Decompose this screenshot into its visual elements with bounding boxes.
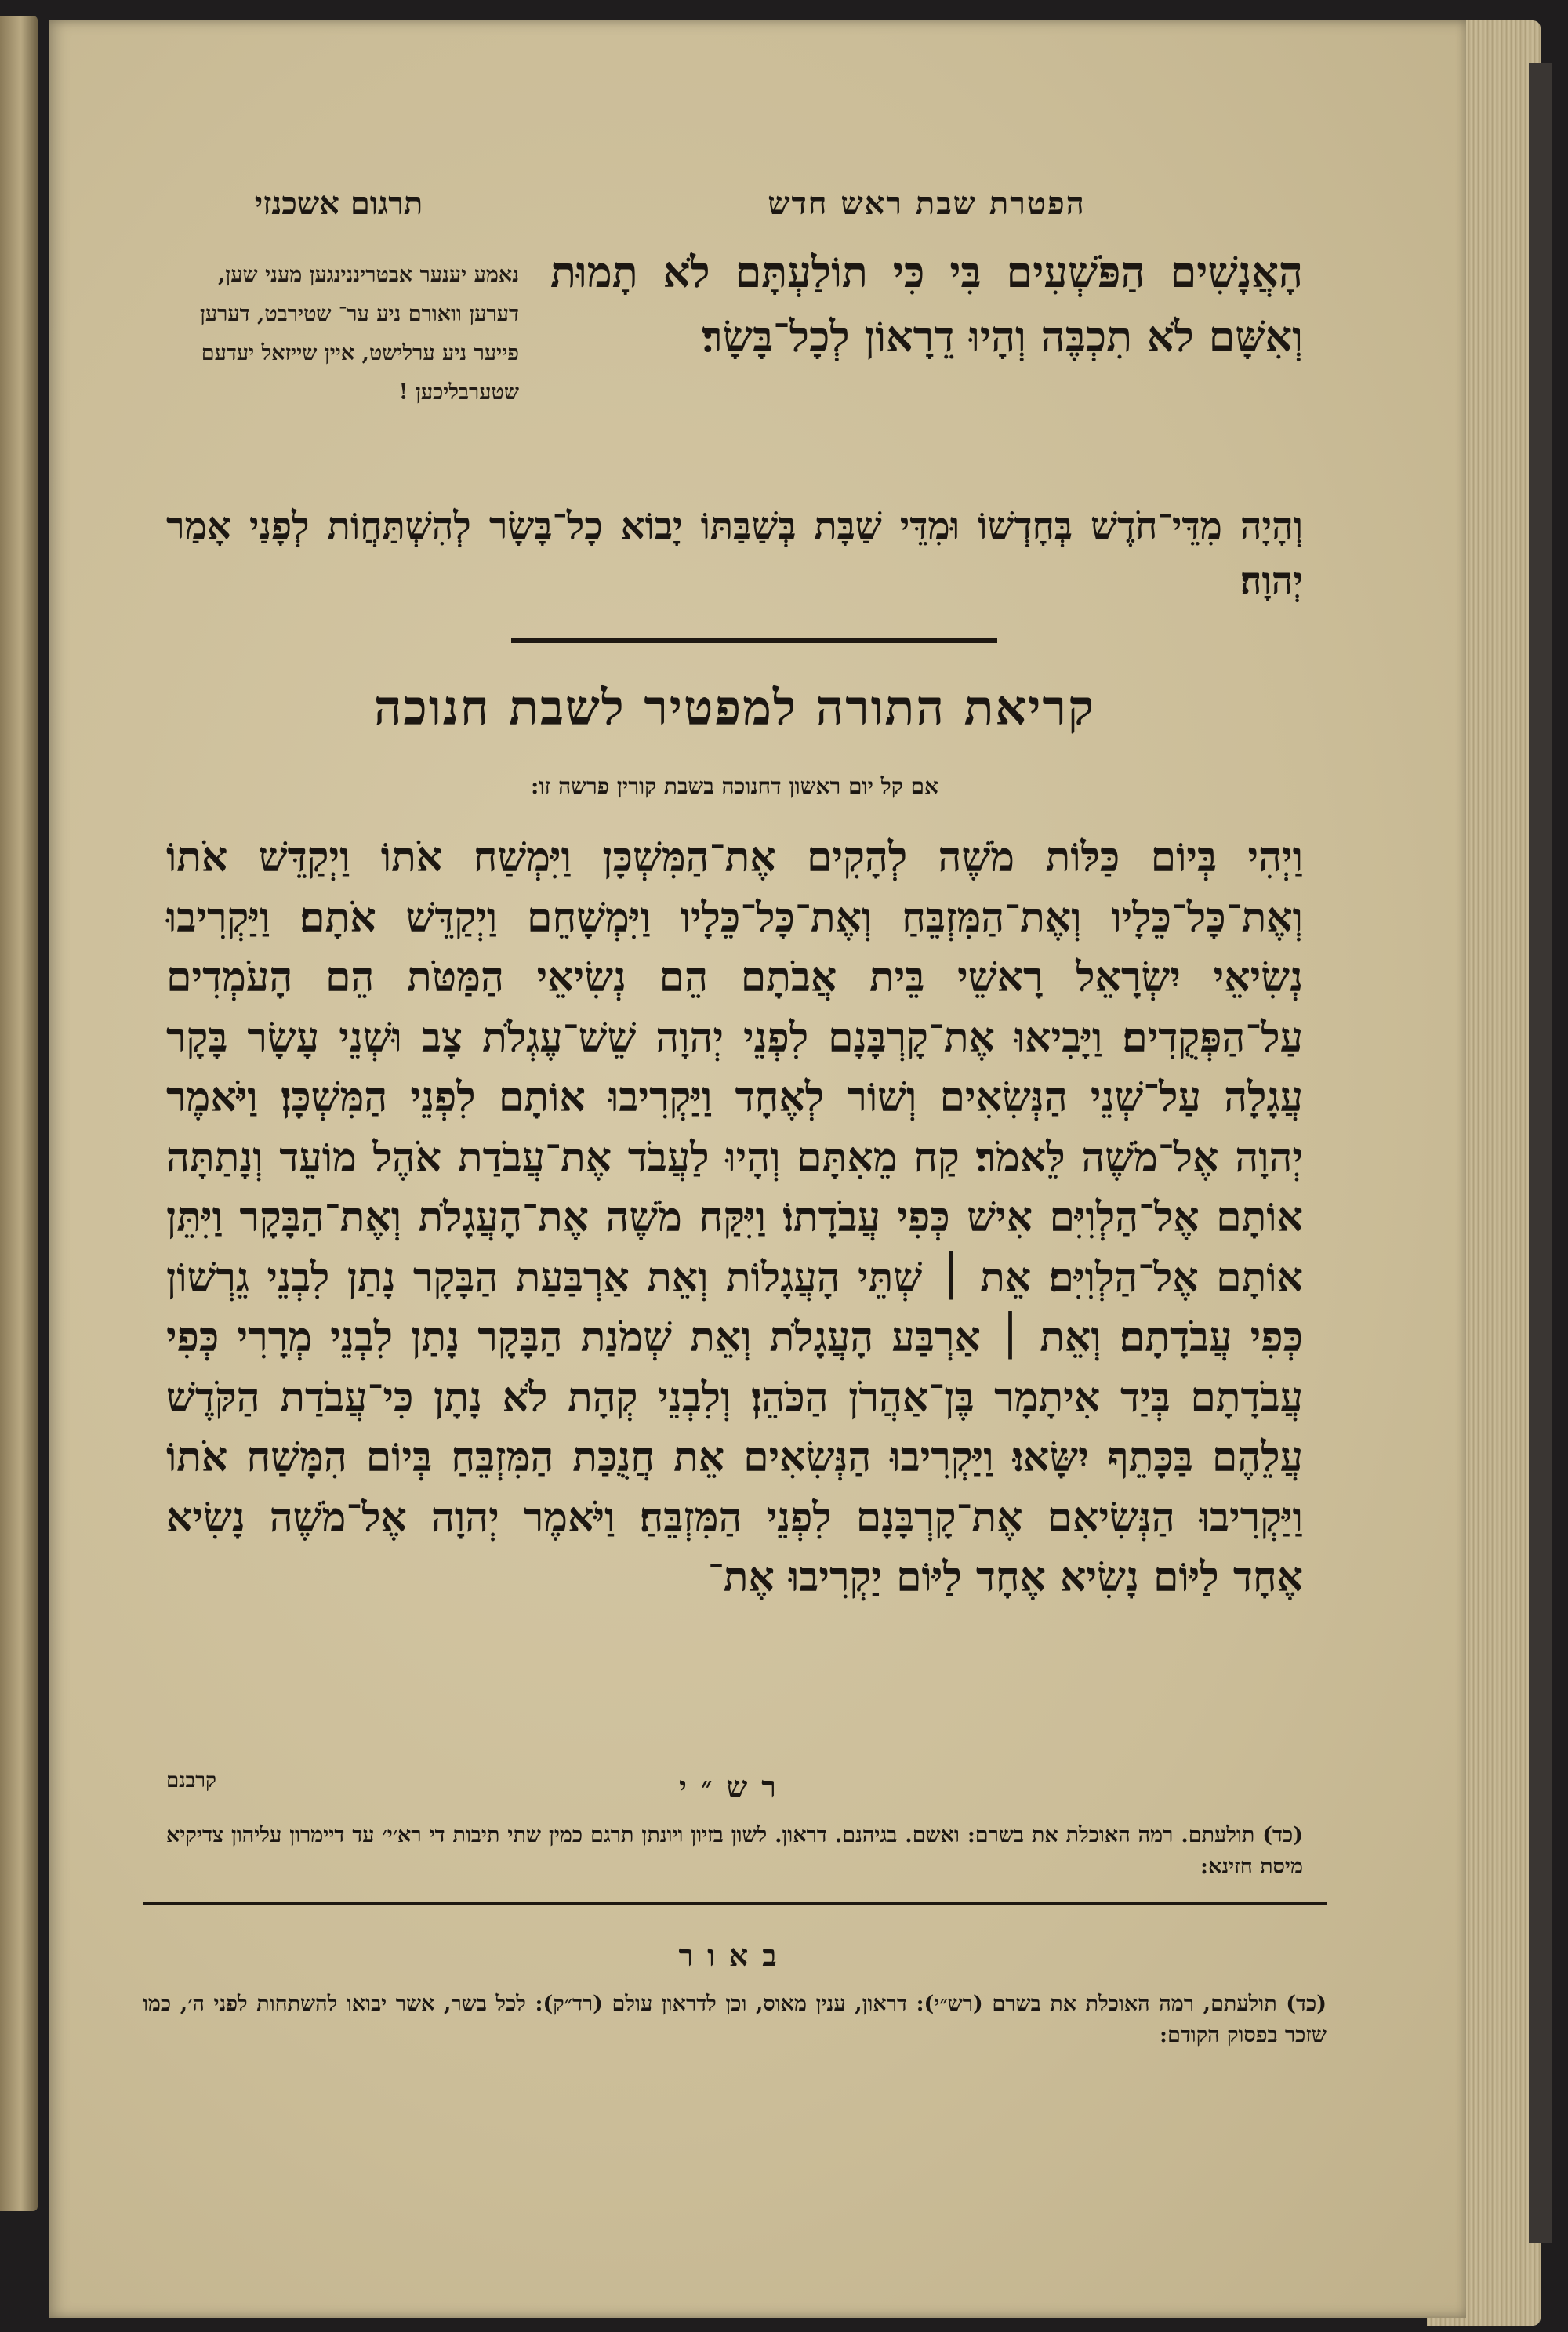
left-page-edge bbox=[0, 16, 38, 2211]
closing-verse: וְהָיָה מִדֵּי־חֹדֶשׁ בְּחָדְשׁוֹ וּמִדֵּי שַׁבָּת בְּשַׁבַּתּוֹ יָבוֹא כָל־בָּשָׂר לְהִשְׁתַּחֲוֹת לְפָנַי אָמַר יְהוָה׃ bbox=[166, 504, 1303, 603]
page-content bbox=[143, 169, 1327, 2177]
section-divider bbox=[511, 638, 997, 643]
rashi-heading: רש״י bbox=[679, 1769, 790, 1804]
biur-heading: באור bbox=[678, 1938, 791, 1973]
running-header bbox=[166, 185, 1303, 232]
running-header-side: תרגום אשכנזי bbox=[254, 185, 423, 222]
biur-commentary: (כד) תולעתם, רמה האוכלת את בשרם (רש״י): דראון, ענין מאוס, וכן לדראון עולם (רד״ק): לכל בשר, אשר יבואו להשתחות לפני ה׳, כמו שזכר בפסוק הקודם: bbox=[143, 1992, 1327, 2047]
haftarah-verse: הָאֲנָשִׁים הַפֹּשְׁעִים בִּי כִּי תוֹלַעְתָּם לֹא תָמוּת וְאִשָּׁם לֹא תִכְבֶּה וְהָיוּ דֵרָאוֹן לְכָל־בָּשָׂר׃ bbox=[550, 247, 1303, 361]
commentary-divider bbox=[143, 1902, 1327, 1905]
running-header-main: הפטרת שבת ראש חדש bbox=[768, 185, 1086, 222]
section-title: קריאת התורה למפטיר לשבת חנוכה bbox=[373, 679, 1096, 736]
book-cover-edge bbox=[1529, 63, 1552, 2243]
catchword: קרבנם bbox=[166, 1769, 216, 1793]
book-page bbox=[49, 20, 1466, 2318]
german-translation: נאמע יענער אבטריננינגען מעני שען, דערען וואורם ניע ער־ שטירבט, דערען פייער ניע ערלישט, איין שייזאל יעדעם שטערבליכען ! bbox=[199, 263, 519, 405]
section-subtitle: אם קל יום ראשון דחנוכה בשבת קורין פרשה זו: bbox=[531, 773, 938, 799]
torah-reading-text: וַיְהִי בְּיוֹם כַּלּוֹת מֹשֶׁה לְהָקִים אֶת־הַמִּשְׁכָּן וַיִּמְשַׁח אֹתוֹ וַיְקַדֵּשׁ אֹתוֹ וְאֶת־כָּל־כֵּלָיו וְאֶת־הַמִּזְבֵּחַ וְאֶת־כָּל־כֵּלָיו וַיִּמְשָׁחֵם וַיְקַדֵּשׁ אֹתָם׃ וַיַּקְרִיבוּ נְשִׂיאֵי יִשְׂרָאֵל רָאשֵׁי בֵּית אֲבֹתָם הֵם נְשִׂיאֵי הַמַּטֹּת הֵם הָעֹמְדִים עַל־הַפְּקֻדִים׃ וַיָּבִיאוּ אֶת־קָרְבָּנָם לִפְנֵי יְהוָה שֵׁשׁ־עֶגְלֹת צָב וּשְׁנֵי עָשָׂר בָּקָר עֲגָלָה עַל־שְׁנֵי הַנְּשִׂאִים וְשׁוֹר לְאֶחָד וַיַּקְרִיבוּ אוֹתָם לִפְנֵי הַמִּשְׁכָּן׃ וַיֹּאמֶר יְהוָה אֶל־מֹשֶׁה לֵּאמֹר׃ קַח מֵאִתָּם וְהָיוּ לַעֲבֹד אֶת־עֲבֹדַת אֹהֶל מוֹעֵד וְנָתַתָּה אוֹתָם אֶל־הַלְוִיִּם אִישׁ כְּפִי עֲבֹדָתוֹ׃ וַיִּקַּח מֹשֶׁה אֶת־הָעֲגָלֹת וְאֶת־הַבָּקָר וַיִּתֵּן אוֹתָם אֶל־הַלְוִיִּם׃ אֵת ׀ שְׁתֵּי הָעֲגָלוֹת וְאֵת אַרְבַּעַת הַבָּקָר נָתַן לִבְנֵי גֵרְשׁוֹן כְּפִי עֲבֹדָתָם׃ וְאֵת ׀ אַרְבַּע הָעֲגָלֹת וְאֵת שְׁמֹנַת הַבָּקָר נָתַן לִבְנֵי מְרָרִי כְּפִי עֲבֹדָתָם בְּיַד אִיתָמָר בֶּן־אַהֲרֹן הַכֹּהֵן׃ וְלִבְנֵי קְהָת לֹא נָתָן כִּי־עֲבֹדַת הַקֹּדֶשׁ עֲלֵהֶם בַּכָּתֵף יִשָּׂאוּ׃ וַיַּקְרִיבוּ הַנְּשִׂאִים אֵת חֲנֻכַּת הַמִּזְבֵּחַ בְּיוֹם הִמָּשַׁח אֹתוֹ וַיַּקְרִיבוּ הַנְּשִׂיאִם אֶת־קָרְבָּנָם לִפְנֵי הַמִּזְבֵּחַ׃ וַיֹּאמֶר יְהוָה אֶל־מֹשֶׁה נָשִׂיא אֶחָד לַיּוֹם נָשִׂיא אֶחָד לַיּוֹם יַקְרִיבוּ אֶת־ bbox=[166, 834, 1304, 1601]
rashi-commentary: (כד) תולעתם. רמה האוכלת את בשרם: ואשם. בגיהנם. דראון. לשון בזיון ויונתן תרגם כמין שתי תיבות די רא׳י׳ עד דיימרון עליהון צדיקיא מיסת חזינא: bbox=[166, 1823, 1303, 1879]
